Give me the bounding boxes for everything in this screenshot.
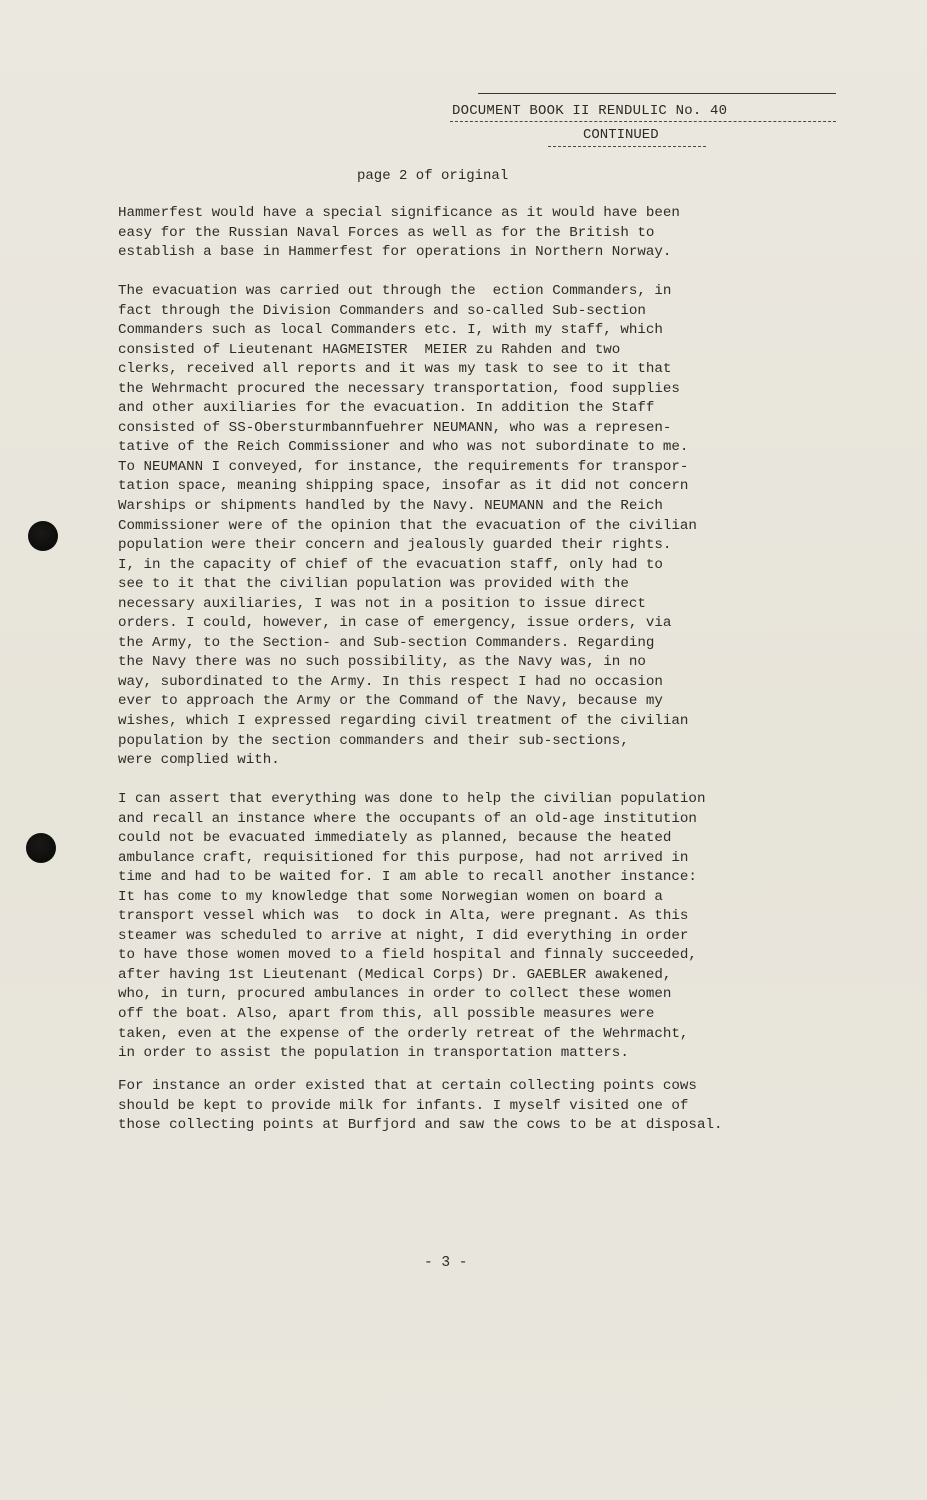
page-number: - 3 - [424,1255,468,1271]
header-rule-middle [450,121,836,122]
punch-hole-upper [28,521,58,551]
paragraph-collecting-points: For instance an order existed that at certain collecting points cows should be kept to provide milk for infants. I myself visited one of those collecting points at Burfjord and saw the cows to be at disposal. [118,1078,723,1134]
punch-hole-lower [26,833,56,863]
original-page-reference: page 2 of original [357,168,509,184]
continued-label: CONTINUED [583,127,659,143]
paragraph-hammerfest: Hammerfest would have a special significance as it would have been easy for the Russian Naval Forces as well as for the British to establish a base in Hammerfest for operations in Northern Norway. [118,205,680,261]
header-rule-bottom [548,146,706,147]
document-book-header: DOCUMENT BOOK II RENDULIC No. 40 [452,103,728,119]
paragraph-civilian-help: I can assert that everything was done to help the civilian population and recall an instance where the occupants of an old-age institution could not be evacuated immediately as planned, because the heated ambulance craft, requisitioned for this purpose, had not arrived in time and had to be waited for. I am able to recall another instance: It has come to my knowledge that some Norwegian women on board a transport vessel which was to dock in Alta, were pregnant. As this steamer was scheduled to arrive at night, I did everything in order to have those women moved to a field hospital and finnaly succeeded, after having 1st Lieutenant (Medical Corps) Dr. GAEBLER awakened, who, in turn, procured ambulances in order to collect these women off the boat. Also, apart from this, all possible measures were taken, even at the expense of the orderly retreat of the Wehrmacht, in order to assist the population in transportation matters. [118,791,706,1062]
paragraph-evacuation: The evacuation was carried out through the ection Commanders, in fact through the Division Commanders and so-called Sub-section Commanders such as local Commanders etc. I, with my staff, which consisted of Lieutenant HAGMEISTER MEIER zu Rahden and two clerks, received all reports and it was my task to see to it that the Wehrmacht procured the necessary transportation, food supplies and other auxiliaries for the evacuation. In addition the Staff consisted of SS-Obersturmbannfuehrer NEUMANN, who was a represen- tative of the Reich Commissioner and who was not subordinate to me. To NEUMANN I conveyed, for instance, the requirements for transpor- tation space, meaning shipping space, insofar as it did not concern Warships or shipments handled by the Navy. NEUMANN and the Reich Commissioner were of the opinion that the evacuation of the civilian population were their concern and jealously guarded their rights. I, in the capacity of chief of the evacuation staff, only had to see to it that the civilian population was provided with the necessary auxiliaries, I was not in a position to issue direct orders. I could, however, in case of emergency, issue orders, via the Army, to the Section- and Sub-section Commanders. Regarding the Navy there was no such possibility, as the Navy was, in no way, subordinated to the Army. In this respect I had no occasion ever to approach the Army or the Command of the Navy, because my wishes, which I expressed regarding civil treatment of the civilian population by the section commanders and their sub-sections, were complied with. [118,283,697,769]
header-rule-top [478,93,836,94]
